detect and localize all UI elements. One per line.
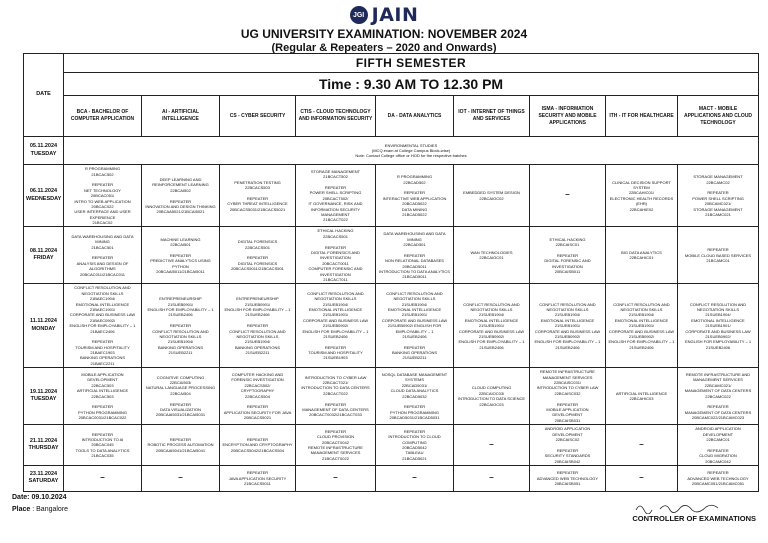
exam-cell: DATA WAREHOUSING AND DATA MINING 22BCAD501 REPEATER NON RELATIONAL DATABASES 20BCAD5011 INTRODUCTION TO DATA ANALYTICS 21BCAD5011 — [376, 227, 454, 284]
exam-cell: ARTIFICIAL INTELLIGENCE 22BCAHIC03 — [606, 368, 678, 425]
signature-scribble — [630, 500, 740, 514]
exam-cell: ETHICAL HACKING 22BCAISC01 REPEATER DIGITAL FORENSIC AND INVESTIGATION 20BCAISB011 — [530, 227, 606, 284]
table-row — [24, 165, 759, 227]
program-column-header: DA - DATA ANALYTICS — [376, 96, 454, 137]
exam-cell: CLOUD COMPUTING 22BCAIOC03/ INTRODUCTION TO DATA SCIENCE 22BCAIOC03 — [454, 368, 530, 425]
footer-info — [12, 492, 68, 516]
exam-cell: REPEATER ROBOTIC PROCESS AUTOMATION 20BCAAI5041/21BCAI5041 — [142, 425, 220, 466]
exam-cell: CONFLICT RESOLUTION AND NEGOTIATION SKILLS 21SUEB1904/ EMOTIONAL INTELLIGENCE 21SUEB1901/ CORPORATE AND BUSINESS LAW 21SUEB0902/ ENGLISH FOR EMPLOYABILITY – 1 21SUEB2406 REPEATER BANKING OPERATIONS 21SUEB2211 — [376, 284, 454, 368]
exam-cell: CLINICAL DECISION SUPPORT SYSTEM 22BCAHIC01/ ELECTRONIC HEALTH RECORDS (EHR) 22BCAHIE02 — [606, 165, 678, 227]
footer-place-line — [12, 504, 68, 516]
signatory-title: CONTROLLER OF EXAMINATIONS — [632, 514, 756, 523]
exam-cell: – — [606, 465, 678, 491]
exam-cell: DEEP LEARNING AND REINFORCEMENT LEARNING 22BCAI502 REPEATER INNOVATION AND DESIGN THINKING 20BCAA5021/21BCAI5021 — [142, 165, 220, 227]
exam-date-cell: 08.11.2024 FRIDAY — [24, 227, 64, 284]
exam-cell: – — [606, 425, 678, 466]
exam-cell: – — [454, 465, 530, 491]
exam-cell: REPEATER INTRODUCTION TO AI 20BCAC045 TOOLS TO DATA ANALYTICS 21BCAC035 — [64, 425, 142, 466]
exam-cell: CONFLICT RESOLUTION AND NEGOTIATION SKILLS 21SUEB1904/ EMOTIONAL INTELLIGENCE 21SUEB1901/ CORPORATE AND BUSINESS LAW 21SUEB0902/ ENGLISH FOR EMPLOYABILITY – 1 21SUEB2406 — [530, 284, 606, 368]
exam-cell: MACHINE LEARNING 22BCAI501 REPEATER PREDICTIVE ANALYTICS USING PYTHON 20BCAAI5011/21BCAI5011 — [142, 227, 220, 284]
exam-cell: ANDROID APPLICATION DEVELOPMENT 22BCAMC01 REPEATER CLOUD MIGRATION 20BCAMC042 — [678, 425, 759, 466]
exam-cell: REMOTE INFRASTRUCTURE MANAGEMENT SERVICES 22BCAISC031/ INTRODUCTION TO CYBER LAW 22BCAISC032 REPEATER MOBILE APPLICATION DEVELOPMENT 20BCAISB031 — [530, 368, 606, 425]
exam-cell: CONFLICT RESOLUTION AND NEGOTIATION SKILLS 21SUEB1904/ EMOTIONAL INTELLIGENCE 21SUEB1901/ CORPORATE AND BUSINESS LAW 21SUEB0902/ ENGLISH FOR EMPLOYABILITY – 1 21SUEB2406 — [454, 284, 530, 368]
table-row — [24, 368, 759, 425]
exam-cell: CONFLICT RESOLUTION AND NEGOTIATION SKILLS 21SUEB1904/ EMOTIONAL INTELLIGENCE 21SUEB1901/ CORPORATE AND BUSINESS LAW 21SUEB0902/ ENGLISH FOR EMPLOYABILITY – 1 21SUEB2406 REPEATER TOURISM AND HOSPITALITY 21SUEB1903 — [296, 284, 376, 368]
program-column-header: ISMA - INFORMATION SECURITY AND MOBILE APPLICATIONS — [530, 96, 606, 137]
program-column-header: AI - ARTIFICIAL INTELLIGENCE — [142, 96, 220, 137]
jgi-badge-icon: JGI — [350, 6, 368, 24]
exam-cell: – — [142, 465, 220, 491]
document-header — [0, 4, 768, 54]
exam-date-cell: 05.11.2024 TUESDAY — [24, 137, 64, 165]
exam-cell: ENTREPRENEURSHIP 21SUEB0901/ ENGLISH FOR EMPLOYABILITY – 1 21SUEB2406 REPEATER CONFLICT RESOLUTION AND NEGOTIATION SKILLS 21SUEB1904/ BANKING OPERATIONS 21SUEB2211 — [142, 284, 220, 368]
exam-cell: – — [64, 465, 142, 491]
exam-cell: R PROGRAMMING 22BCAD502 REPEATER INTERACTIVE WEB APPLICATION 20BCAD5022 DATA MINING 21BCAD5022 — [376, 165, 454, 227]
exam-cell: CONFLICT RESOLUTION AND NEGOTIATION SKILLS 21SUEB1904/ EMOTIONAL INTELLIGENCE 21SUEB1901/ CORPORATE AND BUSINESS LAW 21SUEB0902/ ENGLISH FOR EMPLOYABILITY – 1 21SUEB2406 — [678, 284, 759, 368]
exam-cell: REPEATER ADVANCED WEB TECHNOLOGY 20BCAMC051/21BCAMC051 — [678, 465, 759, 491]
table-row — [24, 425, 759, 466]
footer-date-label: Date: — [12, 494, 30, 501]
exam-cell: DIGITAL FORENSICS 22BCACS501 REPEATER DIGITAL FORENSICS 20BCACS5011/21BCACS501 — [220, 227, 296, 284]
exam-cell: – — [530, 165, 606, 227]
table-row — [24, 284, 759, 368]
exam-date-cell: 06.11.2024 WEDNESDAY — [24, 165, 64, 227]
exam-cell: R PROGRAMMING 21BCAC502 REPEATER NET TECHNOLOGY 20BCAC051/ INTRO TO WEB APPLICATION 20BCAC022 USER INTERFACE AND USER EXPERIENCE 21BCAC02 — [64, 165, 142, 227]
program-column-header: MACT - MOBILE APPLICATIONS AND CLOUD TECHNOLOGY — [678, 96, 759, 137]
exam-cell: REPEATER ADVANCED WEB TECHNOLOGY 20BCAISB051 — [530, 465, 606, 491]
exam-cell: NOSQL DATABASE MANAGEMENT SYSTEMS 22BCAD5031/ CLOUD DATA ANALYTICS 22BCAD5032 REPEATER PYTHON PROGRAMMING 20BCAD5031/21BCAD5031 — [376, 368, 454, 425]
exam-cell: CONFLICT RESOLUTION AND NEGOTIATION SKILLS 21SUEB1904/ EMOTIONAL INTELLIGENCE 21SUEB1901/ CORPORATE AND BUSINESS LAW 21SUEB0902/ ENGLISH FOR EMPLOYABILITY – 1 21SUEB2406 — [606, 284, 678, 368]
exam-cell: INTRODUCTION TO CYBER LAW 22BCACT021/ INTRODUCTION TO DATA CENTERS 22BCACT022 REPEATER MANAGEMENT OF DATA CENTERS 20BCACT0032/21BCACT033 — [296, 368, 376, 425]
timetable — [23, 53, 759, 492]
exam-cell: REMOTE INFRASTRUCTURE AND MANAGEMENT SERVICES 22BCAMC021/ MANAGEMENT OF DATA CENTERS 22BCAMC022 REPEATER MANAGEMENT OF DATA CENTERS 20BCAMC022/21BCAMC023 — [678, 368, 759, 425]
exam-cell: CONFLICT RESOLUTION AND NEGOTIATION SKILLS 21BAEC1904/ EMOTIONAL INTELLIGENCE 21BAEC1901/ CORPORATE AND BUSINESS LAW 21BAEC0902/ ENGLISH FOR EMPLOYABILITY – 1 21BAEC2406 REPEATER TOURISM AND HOSPITALITY 21BAEC1903 BANKING OPERATIONS 21BAEC2211 — [64, 284, 142, 368]
exam-cell: REPEATER JAVA APPLICATION SECURITY 21BCACS5011 — [220, 465, 296, 491]
exam-date-cell: 19.11.2024 TUESDAY — [24, 368, 64, 425]
exam-cell: ETHICAL HACKING 22BCACS501 REPEATER DIGITAL FORENSICS AND INVESTIGATION 20BCACT0011 COMPUTER FORENSIC AND INVESTIGATION 21BCACT011 — [296, 227, 376, 284]
program-column-header: BCA - BACHELOR OF COMPUTER APPLICATION — [64, 96, 142, 137]
exam-cell: – — [454, 425, 530, 466]
table-row — [24, 227, 759, 284]
exam-cell: COGNITIVE COMPUTING 22BCAI503/ NATURAL LANGUAGE PROCESSING 22BCAI504 REPEATER DATA VISUALIZATION 20BCAAI5031/21BCAI5031 — [142, 368, 220, 425]
exam-cell: – — [376, 465, 454, 491]
table-row — [24, 465, 759, 491]
exam-cell: MOBILE APPLICATION DEVELOPMENT 22BCAC503 ARTIFICIAL INTELLIGENCE 22BCAC503 REPEATER PYTHON PROGRAMMING 20BCAC0031/21BCAC022 — [64, 368, 142, 425]
exam-cell: REPEATER INTRODUCTION TO CLOUD COMPUTING 20BCAD5042 TABLEAU 21BCAD5021 — [376, 425, 454, 466]
exam-date-cell: 21.11.2024 THURSDAY — [24, 425, 64, 466]
exam-cell: REPEATER CLOUD PROVISION 20BCACT0042 REMOTE INFRASTRUCTURE MANAGEMENT SERVICES 21BCACT0022 — [296, 425, 376, 466]
exam-title: UG UNIVERSITY EXAMINATION: NOVEMBER 2024 — [240, 27, 528, 41]
semester-heading: FIFTH SEMESTER — [64, 54, 759, 73]
exam-cell: STORAGE MANAGEMENT 21BCACT502 REPEATER POWER SHELL SCRIPTING 20BCACT502/ IT GOVERNANCE, RISK AND INFORMATION SECURITY MANAGEMENT 21BCACT022 — [296, 165, 376, 227]
program-column-header: IOT - INTERNET OF THINGS AND SERVICES — [454, 96, 530, 137]
exam-subtitle: (Regular & Repeaters – 2020 and Onwards) — [271, 42, 497, 54]
university-logo — [0, 4, 768, 26]
exam-cell: ENTREPRENEURSHIP 21SUEB0901/ ENGLISH FOR EMPLOYABILITY – 1 21SUEB2406 REPEATER CONFLICT RESOLUTION AND NEGOTIATION SKILLS 21SUEB1904/ BANKING OPERATIONS 21SUEB2211 — [220, 284, 296, 368]
exam-cell: REPEATER MOBILE CLOUD BASED SERVICES 21BCAMC01 — [678, 227, 759, 284]
exam-cell: COMPUTER HACKING AND FORENSIC INVESTIGATION 22BCACS502/ CRYPTOGRAPHY 22BCACS504 REPEATER APPLICATION SECURITY FOR JAVA 20BCACS5021 — [220, 368, 296, 425]
exam-cell: PENETRATION TESTING 22BCACS503 REPEATER CYBER THREAT INTELLIGENCE 20BCACS5031/21BCACS5021 — [220, 165, 296, 227]
exam-date-cell: 11.11.2024 MONDAY — [24, 284, 64, 368]
footer-place-label: Place — [12, 506, 31, 513]
logo-text: JAIN — [371, 4, 419, 26]
footer-date-line — [12, 492, 68, 504]
program-column-header: ITH - IT FOR HEALTHCARE — [606, 96, 678, 137]
exam-cell: BIG DATA ANALYTICS 22BCAHIC01 — [606, 227, 678, 284]
footer-date-value: 09.10.2024 — [31, 494, 67, 501]
exam-cell: EMBEDDED SYSTEM DESIGN 22BCAIOC02 — [454, 165, 530, 227]
exam-cell: DATA WAREHOUSING AND DATA MINING 21BCAC501 REPEATER ANALYSIS AND DESIGN OF ALGORITHMS 20BCAC011/21BCAC011 — [64, 227, 142, 284]
merged-exam-cell: ENVIRONMENTAL STUDIES (MCQ exam at College Campus Block-wise) Note: Contact College office or HOD for the respective batches — [64, 137, 759, 165]
exam-time: Time : 9.30 AM TO 12.30 PM — [64, 73, 759, 96]
exam-date-cell: 23.11.2024 SATURDAY — [24, 465, 64, 491]
exam-cell: ANDROID APPLICATION DEVELOPMENT 22BCAISC02 REPEATER SECURITY STANDARDS 20BCAISB042 — [530, 425, 606, 466]
program-column-header: CTIS - CLOUD TECHNOLOGY AND INFORMATION SECURITY — [296, 96, 376, 137]
footer-place-value: : Bangalore — [32, 506, 69, 513]
exam-cell: – — [296, 465, 376, 491]
program-column-header: CS - CYBER SECURITY — [220, 96, 296, 137]
exam-cell: WAN TECHNOLOGIES 22BCAIOC01 — [454, 227, 530, 284]
exam-cell: REPEATER ENCRYPTION AND CRYPTOGRAPHY 20BCACS5042/21BCACS504 — [220, 425, 296, 466]
table-row — [24, 137, 759, 165]
date-column-header: DATE — [24, 54, 64, 137]
exam-cell: STORAGE MANAGEMENT 22BCAMC02 REPEATER POWER SHELL SCRIPTING 20BCAMC021/ STORAGE MANAGEMENT 21BCAMC021 — [678, 165, 759, 227]
